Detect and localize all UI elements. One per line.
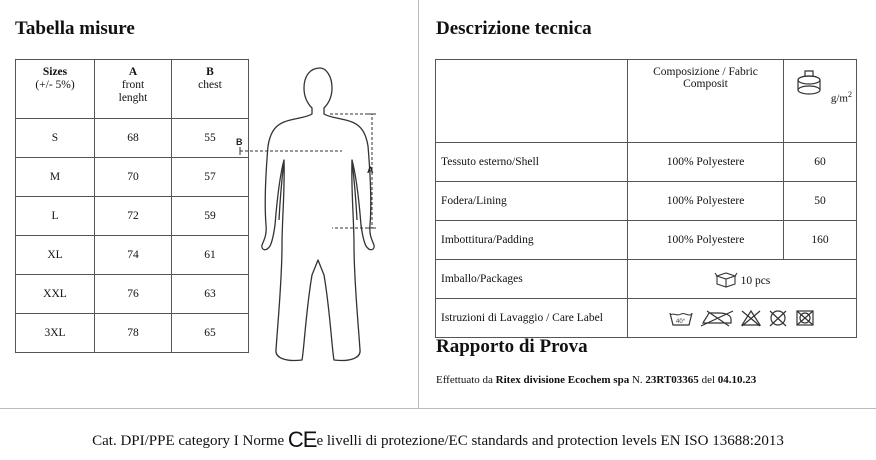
measure-b-label: B <box>236 137 243 147</box>
table-row <box>16 314 249 353</box>
material-weight: 60 <box>784 143 857 182</box>
weight-header <box>784 60 857 143</box>
test-report-title: Rapporto di Prova <box>436 336 588 357</box>
composition-header <box>628 60 784 143</box>
a-header-line2: lenght <box>118 92 148 104</box>
a-header-letter: A <box>128 66 138 78</box>
table-row <box>436 182 857 221</box>
a-header <box>95 60 172 119</box>
a-cell: 68 <box>95 119 172 158</box>
b-cell: 59 <box>172 197 249 236</box>
footer-text-after: e livelli di protezione/EC standards and protection levels EN ISO 13688:2013 <box>316 433 784 449</box>
material-label: Fodera/Lining <box>436 182 628 221</box>
a-cell: 70 <box>95 158 172 197</box>
report-prefix: Effettuato da <box>436 374 496 386</box>
tech-table <box>435 59 857 338</box>
a-cell: 78 <box>95 314 172 353</box>
table-row <box>436 260 857 299</box>
table-row <box>436 221 857 260</box>
packages-value-cell <box>628 260 857 299</box>
material-composition: 100% Polyestere <box>628 182 784 221</box>
size-cell: XL <box>16 236 95 275</box>
report-n-label: N. <box>629 374 646 386</box>
care-icons-cell <box>628 299 857 338</box>
table-row <box>436 299 857 338</box>
body-measurement-figure <box>230 60 410 370</box>
measure-a-label: A <box>367 165 374 175</box>
column-divider <box>418 0 419 408</box>
size-table-title: Tabella misure <box>15 18 135 39</box>
material-weight: 50 <box>784 182 857 221</box>
b-cell: 57 <box>172 158 249 197</box>
material-label: Tessuto esterno/Shell <box>436 143 628 182</box>
box-icon <box>714 270 738 288</box>
table-row <box>16 236 249 275</box>
sizes-header-label: Sizes <box>42 66 68 78</box>
a-header-line1: front <box>121 79 145 91</box>
weight-scale-icon <box>794 68 824 98</box>
no-tumble-dry-icon <box>794 309 816 327</box>
weight-unit <box>831 90 852 105</box>
b-cell: 65 <box>172 314 249 353</box>
table-row <box>16 197 249 236</box>
size-table <box>15 59 249 353</box>
material-label: Imbottitura/Padding <box>436 221 628 260</box>
size-cell: 3XL <box>16 314 95 353</box>
report-del-label: del <box>698 374 718 386</box>
weight-unit-text: g/m <box>830 92 848 105</box>
wash-temperature: 40° <box>676 319 686 325</box>
no-bleach-icon <box>740 309 762 327</box>
packages-label: Imballo/Packages <box>436 260 628 299</box>
measure-a-box <box>330 114 372 228</box>
footer-text-before: Cat. DPI/PPE category I Norme <box>92 433 288 449</box>
a-cell: 72 <box>95 197 172 236</box>
size-cell: S <box>16 119 95 158</box>
table-row <box>436 143 857 182</box>
composition-header-line2: Composit <box>683 78 728 90</box>
no-dry-clean-icon <box>767 309 789 327</box>
material-composition: 100% Polyestere <box>628 221 784 260</box>
tolerance-label: (+/- 5%) <box>35 79 75 91</box>
test-report-line <box>436 374 756 386</box>
no-iron-icon <box>699 309 735 327</box>
packages-value: 10 pcs <box>740 275 771 287</box>
table-row <box>16 275 249 314</box>
weight-unit-sup: 2 <box>848 90 852 99</box>
b-header-label: chest <box>198 79 222 91</box>
material-composition: 100% Polyestere <box>628 143 784 182</box>
size-cell: XXL <box>16 275 95 314</box>
table-row <box>16 119 249 158</box>
composition-header-line1: Composizione / Fabric <box>653 66 758 78</box>
footer-divider <box>0 408 876 409</box>
size-cell: L <box>16 197 95 236</box>
footer-standards <box>0 427 876 453</box>
ce-mark: CE <box>287 427 317 452</box>
report-date: 04.10.23 <box>717 374 757 386</box>
a-cell: 74 <box>95 236 172 275</box>
report-number: 23RT03365 <box>645 374 699 386</box>
care-label: Istruzioni di Lavaggio / Care Label <box>436 299 628 338</box>
wash-40-icon <box>668 309 694 327</box>
material-weight: 160 <box>784 221 857 260</box>
b-cell: 61 <box>172 236 249 275</box>
tech-header-empty <box>436 60 628 143</box>
a-cell: 76 <box>95 275 172 314</box>
table-row <box>16 158 249 197</box>
b-cell: 55 <box>172 119 249 158</box>
sizes-header <box>16 60 95 119</box>
tech-description-title: Descrizione tecnica <box>436 18 592 39</box>
report-lab: Ritex divisione Ecochem spa <box>495 374 630 386</box>
b-header-letter: B <box>206 66 214 78</box>
size-cell: M <box>16 158 95 197</box>
b-cell: 63 <box>172 275 249 314</box>
